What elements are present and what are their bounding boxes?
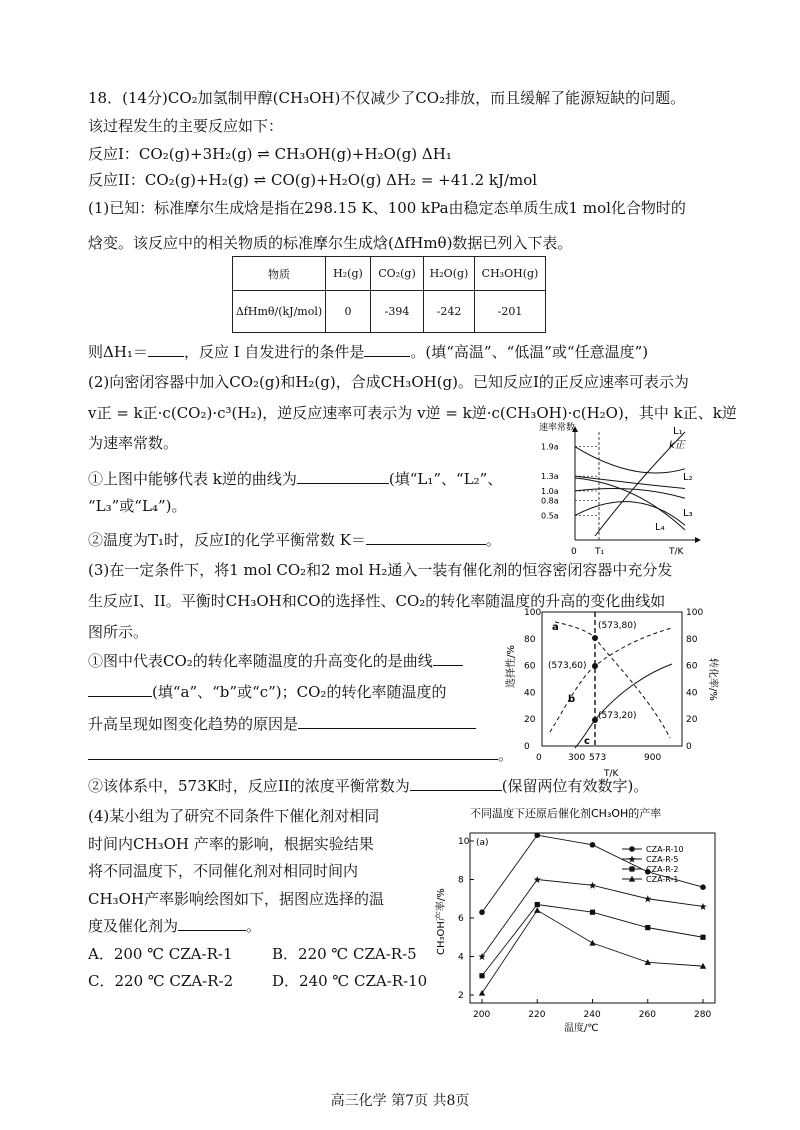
question-line: 时间内CH₃OH 产率的影响，根据实验结果 [88, 835, 374, 853]
series-label: k正 [669, 440, 685, 451]
question-line: CH₃OH产率影响绘图如下，据图应选择的温 [88, 890, 384, 908]
q1-text: 则ΔH₁＝ [88, 343, 148, 361]
q1-text: 。(填“高温”、“低温”或“任意温度”) [410, 343, 649, 361]
answer-blank[interactable] [88, 682, 152, 697]
y-tick-label: 40 [524, 688, 536, 699]
table-cell: -394 [371, 291, 424, 333]
question-line: 该过程发生的主要反应如下： [88, 117, 284, 135]
x-tick-label: 220 [528, 1010, 546, 1020]
series-label: L₂ [683, 472, 693, 483]
q4-text: 度及催化剂为 [88, 917, 179, 935]
answer-blank[interactable] [366, 530, 486, 545]
x-tick-label: 300 [568, 753, 586, 763]
data-point [479, 909, 485, 915]
y-tick-label: 80 [524, 634, 536, 645]
q2-1-line-cont: “L₃”或“L₄”)。 [88, 497, 187, 515]
question-line: (2)向密闭容器中加入CO₂(g)和H₂(g)，合成CH₃OH(g)。已知反应I的正反应速率可表示为 [88, 373, 689, 391]
y2-tick-label: 80 [686, 634, 698, 645]
question-line: 18．(14分)CO₂加氢制甲醇(CH₃OH)不仅减少了CO₂排放，而且缓解了能源短缺的问题。 [88, 89, 686, 107]
legend-label: CZA-R-10 [646, 845, 684, 854]
y-axis-label: 速率常数 [539, 423, 576, 433]
legend-label: CZA-R-5 [646, 855, 679, 864]
legend-label: CZA-R-2 [646, 865, 679, 874]
y-tick-label: 0 [524, 742, 530, 752]
y2-tick-label: 40 [686, 688, 698, 699]
option-c[interactable]: C．220 ℃ CZA-R-2 [88, 972, 234, 990]
series-label: L₁ [673, 426, 683, 437]
answer-blank[interactable] [433, 651, 463, 666]
curve-label: b [568, 694, 576, 705]
y2-axis-label: 转化率/% [707, 658, 718, 701]
q3-text: ①图中代表CO₂的转化率随温度的升高变化的是曲线 [88, 652, 433, 670]
q3-text: 升高呈现如图变化趋势的原因是 [88, 715, 299, 733]
table-cell: -242 [424, 291, 475, 333]
y-tick-label: 6 [458, 914, 464, 924]
question-line: (4)某小组为了研究不同条件下催化剂对相同 [88, 807, 380, 825]
curve-label: c [584, 736, 590, 747]
q4-answer-line [88, 916, 261, 936]
data-point [645, 959, 651, 965]
curve-label: a [552, 622, 559, 633]
q4-text: 。 [246, 917, 262, 935]
data-point [590, 910, 595, 915]
answer-blank[interactable] [410, 776, 502, 791]
point-annotation: (573,60) [548, 661, 587, 671]
answer-blank[interactable] [88, 745, 498, 760]
y-tick-label: 60 [524, 661, 536, 672]
q2-1-line [88, 469, 502, 489]
selectivity-conversion-chart [500, 598, 718, 780]
series-line [575, 476, 685, 488]
answer-blank[interactable] [364, 342, 410, 357]
q3-text: (填“a”、“b”或“c”)；CO₂的转化率随温度的 [152, 683, 447, 701]
answer-blank[interactable] [297, 469, 389, 484]
y-tick-label: 0.5a [541, 511, 559, 521]
q2-text: (填“L₁”、“L₂”、 [388, 470, 503, 488]
legend-marker [629, 866, 634, 871]
data-point [645, 925, 650, 930]
q3-1-line [88, 651, 463, 671]
table-header: H₂(g) [326, 257, 371, 291]
data-point [592, 635, 598, 641]
point-annotation: (573,20) [598, 711, 637, 721]
y2-tick-label: 20 [686, 715, 698, 726]
q3-1-line-cont [88, 682, 446, 702]
y-tick-label: 4 [458, 952, 464, 963]
series-line [575, 478, 685, 530]
reaction-1: 反应I：CO₂(g)+3H₂(g) ⇌ CH₃OH(g)+H₂O(g) ΔH₁ [88, 145, 452, 163]
answer-blank[interactable] [298, 714, 476, 729]
question-line: 焓变。该反应中的相关物质的标准摩尔生成焓(ΔfHmθ)数据已列入下表。 [88, 234, 573, 252]
series-label: L₃ [683, 508, 693, 519]
y-tick-label: 1.9a [541, 442, 559, 452]
rate-constant-chart [535, 418, 710, 558]
x-tick-label: 900 [644, 753, 662, 763]
x-tick-label: 260 [638, 1010, 656, 1020]
data-point [589, 940, 595, 946]
y2-tick-label: 100 [686, 608, 704, 618]
legend-label: CZA-R-1 [646, 875, 679, 884]
q3-text: (保留两位有效数字)。 [501, 777, 649, 795]
legend-marker [629, 846, 635, 852]
x-tick-label: 573 [589, 753, 607, 763]
y-tick-label: 0.8a [541, 496, 559, 506]
panel-label: (a) [476, 838, 489, 848]
table-header: H₂O(g) [424, 257, 475, 291]
data-point [700, 884, 706, 890]
answer-blank[interactable] [148, 342, 184, 357]
x-axis-label: T/K [669, 547, 684, 557]
y-tick-label: 20 [524, 715, 536, 726]
x-tick-label: 0 [536, 753, 542, 763]
methanol-yield-chart [430, 805, 730, 1035]
option-a[interactable]: A．200 ℃ CZA-R-1 [88, 945, 233, 963]
chart-title: 不同温度下还原后催化剂CH₃OH的产率 [470, 807, 662, 820]
question-line: 图所示。 [88, 623, 149, 641]
table-header: CO₂(g) [371, 257, 424, 291]
q2-2-line [88, 530, 501, 550]
q2-text: ②温度为T₁时，反应I的化学平衡常数 K＝ [88, 531, 366, 549]
data-point [534, 832, 540, 838]
q1-text: ，反应 I 自发进行的条件是 [183, 343, 365, 361]
page-footer: 高三化学 第7页 共8页 [330, 1093, 470, 1109]
q3-text: ②该体系中，573K时，反应II的浓度平衡常数为 [88, 777, 410, 795]
q3-1-line-cont [88, 745, 513, 765]
question-line: 将不同温度下，不同催化剂对相同时间内 [88, 862, 359, 880]
y-tick-label: 1.0a [541, 486, 559, 496]
formation-enthalpy-table [232, 256, 546, 333]
point-annotation: (573,80) [598, 621, 637, 631]
table-cell: -201 [475, 291, 546, 333]
reaction-2: 反应II：CO₂(g)+H₂(g) ⇌ CO(g)+H₂O(g) ΔH₂ = +41.2 kJ/mol [88, 171, 538, 189]
y-axis-label: 选择性/% [506, 645, 517, 688]
data-point [590, 842, 596, 848]
option-b[interactable]: B．220 ℃ CZA-R-5 [272, 945, 417, 963]
data-point [479, 953, 486, 960]
x-tick-label: 200 [473, 1010, 491, 1020]
y-tick-label: 10 [458, 837, 470, 847]
y-tick-label: 2 [458, 991, 464, 1001]
series-label: L₄ [655, 522, 665, 533]
question-line: (3)在一定条件下，将1 mol CO₂和2 mol H₂通入一装有催化剂的恒容密闭容器中充分发 [88, 561, 673, 579]
y2-tick-label: 0 [686, 742, 692, 752]
y-tick-label: 100 [524, 608, 542, 618]
origin-label: 0 [571, 547, 577, 557]
rate-equation: v正 = k正·c(CO₂)·c³(H₂)，逆反应速率可表示为 v逆 = k逆·c(CH₃OH)·c(H₂O)，其中 k正、k逆 [88, 404, 737, 422]
table-row-label: ΔfHmθ/(kJ/mol) [233, 291, 326, 333]
data-point [535, 902, 540, 907]
answer-blank[interactable] [178, 916, 246, 931]
question-line: 生反应I、II。平衡时CH₃OH和CO的选择性、CO₂的转化率随温度的升高的变化曲线如 [88, 592, 666, 610]
question-line: (1)已知：标准摩尔生成焓是指在298.15 K、100 kPa由稳定态单质生成1 mol化合物时的 [88, 199, 686, 217]
x-axis-label: 温度/℃ [564, 1023, 599, 1034]
q3-text: 。 [498, 746, 514, 764]
x-tick-label: 240 [583, 1010, 601, 1020]
plot-frame [542, 612, 682, 746]
y-tick-label: 8 [458, 875, 464, 886]
question-line: 为速率常数。 [88, 434, 179, 452]
x-axis-arrow [695, 537, 701, 543]
y-tick-label: 1.3a [541, 472, 559, 482]
y-axis-label: CH₃OH产率/% [436, 888, 447, 955]
x-axis-label: T/K [604, 769, 619, 779]
q3-1-line-cont [88, 714, 476, 734]
x-tick-label: 280 [694, 1010, 712, 1020]
q2-text: 。 [485, 531, 501, 549]
option-d[interactable]: D．240 ℃ CZA-R-10 [272, 972, 428, 990]
series-line [482, 910, 703, 993]
q2-text: ①上图中能够代表 k逆的曲线为 [88, 470, 297, 488]
data-point [700, 935, 705, 940]
x-tick-label: T₁ [595, 547, 605, 557]
y2-tick-label: 60 [686, 661, 698, 672]
table-cell: 0 [326, 291, 371, 333]
table-header: 物质 [233, 257, 326, 291]
series-line [575, 502, 685, 526]
data-point [592, 663, 598, 669]
data-point [479, 990, 485, 996]
series-line [575, 488, 685, 498]
data-point [479, 973, 484, 978]
q1-answer-line [88, 342, 648, 362]
table-header: CH₃OH(g) [475, 257, 546, 291]
